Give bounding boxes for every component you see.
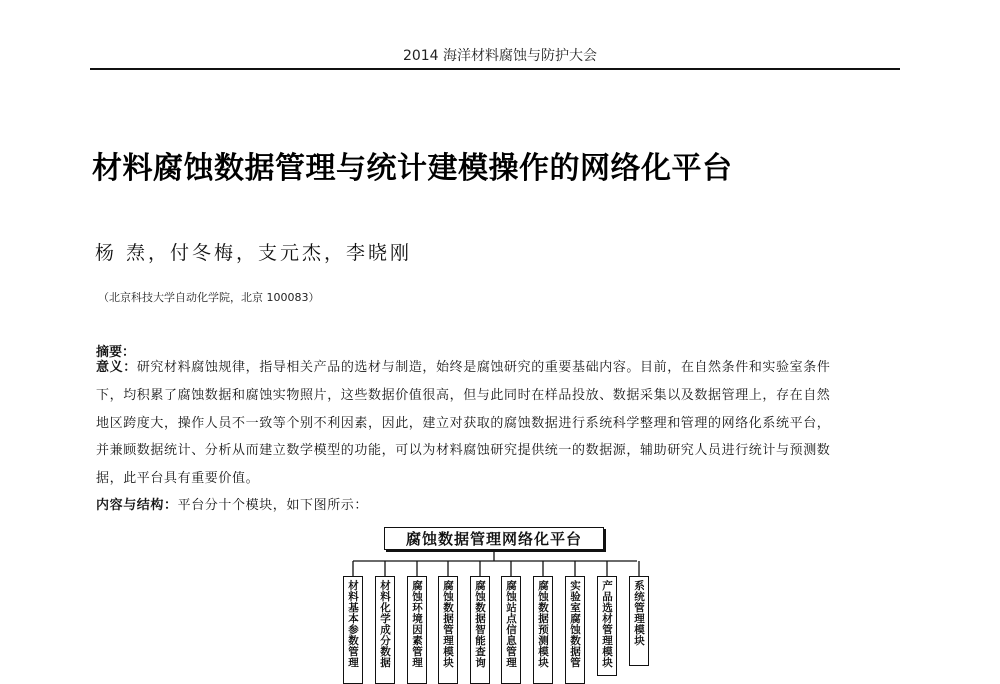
module-box-3: 腐蚀环境因素管理: [407, 576, 427, 684]
module-box-9: 产品选材管理模块: [597, 576, 617, 676]
module-box-1: 材料基本参数管理: [343, 576, 363, 684]
module-box-4: 腐蚀数据管理模块: [438, 576, 458, 684]
diagram-root-node: 腐蚀数据管理网络化平台: [384, 527, 604, 550]
structure-label: 内容与结构：: [96, 498, 178, 513]
abstract-heading: 摘要：: [96, 345, 136, 360]
affiliation: （北京科技大学自动化学院，北京 100083）: [98, 291, 320, 304]
module-stems: [353, 561, 639, 576]
module-box-10: 系统管理模块: [629, 576, 649, 666]
significance-line-4: 并兼顾数据统计、分析从而建立数学模型的功能，可以为材料腐蚀研究提供统一的数据源，辅助研究人员进行统计与预测数: [96, 443, 831, 458]
paper-title: 材料腐蚀数据管理与统计建模操作的网络化平台: [92, 151, 733, 186]
structure-text: 平台分十个模块，如下图所示：: [177, 498, 369, 513]
significance-text-1: 研究材料腐蚀规律，指导相关产品的选材与制造，始终是腐蚀研究的重要基础内容。目前，在自然条件和实验室条件: [136, 360, 831, 375]
author-list: 杨 焘，付冬梅，支元杰，李晓刚: [95, 242, 413, 264]
module-box-8: 实验室腐蚀数据管: [565, 576, 585, 684]
module-box-2: 材料化学成分数据: [375, 576, 395, 684]
module-box-7: 腐蚀数据预测模块: [533, 576, 553, 684]
conference-header: 2014 海洋材料腐蚀与防护大会: [402, 48, 598, 64]
significance-line-5: 据，此平台具有重要价值。: [96, 471, 260, 486]
significance-line-3: 地区跨度大，操作人员不一致等个别不利因素，因此，建立对获取的腐蚀数据进行系统科学整理和管理的网络化系统平台，: [96, 416, 831, 431]
module-box-6: 腐蚀站点信息管理: [501, 576, 521, 684]
module-box-5: 腐蚀数据智能查询: [470, 576, 490, 684]
significance-line-2: 下，均积累了腐蚀数据和腐蚀实物照片，这些数据价值很高，但与此同时在样品投放、数据采集以及数据管理上，存在自然: [96, 388, 831, 403]
significance-label: 意义：: [96, 360, 137, 375]
